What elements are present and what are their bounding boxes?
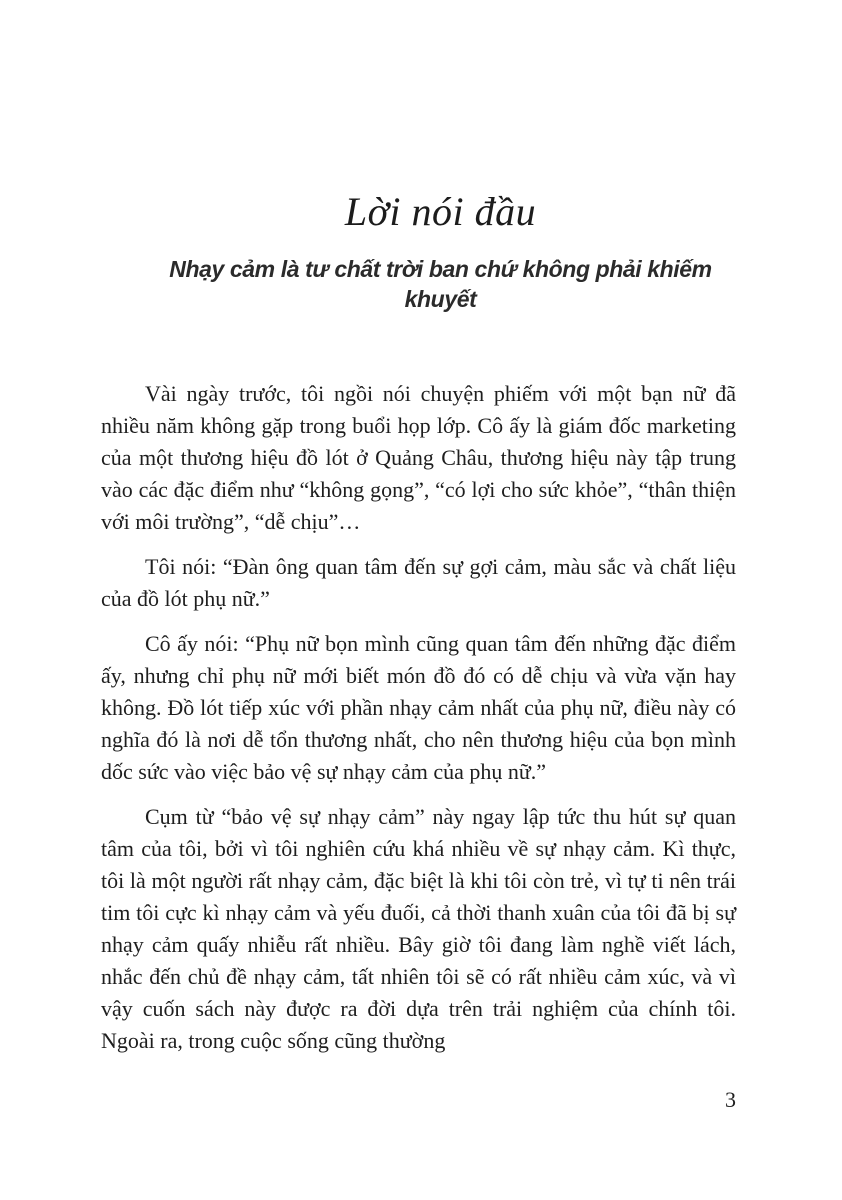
paragraph-2: Tôi nói: “Đàn ông quan tâm đến sự gợi cảm, màu sắc và chất liệu của đồ lót phụ nữ.” [101, 554, 736, 611]
paragraph-3: Cô ấy nói: “Phụ nữ bọn mình cũng quan tâm đến những đặc điểm ấy, nhưng chỉ phụ nữ mới biết món đồ đó có dễ chịu và vừa vặn hay không. Đồ lót tiếp xúc với phần nhạy cảm nhất của phụ nữ, điều này có nghĩa đó là nơi dễ tổn thương nhất, cho nên thương hiệu của bọn mình dốc sức vào việc bảo vệ sự nhạy cảm của phụ nữ.” [101, 631, 736, 784]
page-number: 3 [725, 1087, 736, 1112]
chapter-subtitle: Nhạy cảm là tư chất trời ban chứ không phải khiếm khuyết [169, 256, 712, 312]
chapter-title: Lời nói đầu [344, 189, 537, 234]
paragraph-1: Vài ngày trước, tôi ngồi nói chuyện phiếm với một bạn nữ đã nhiều năm không gặp trong buổi họp lớp. Cô ấy là giám đốc marketing của một thương hiệu đồ lót ở Quảng Châu, thương hiệu này tập trung vào các đặc điểm như “không gọng”, “có lợi cho sức khỏe”, “thân thiện với môi trường”, “dễ chịu”… [101, 381, 736, 534]
paragraph-4: Cụm từ “bảo vệ sự nhạy cảm” này ngay lập tức thu hút sự quan tâm của tôi, bởi vì tôi nghiên cứu khá nhiều về sự nhạy cảm. Kì thực, tôi là một người rất nhạy cảm, đặc biệt là khi tôi còn trẻ, vì tự ti nên trái tim tôi cực kì nhạy cảm và yếu đuối, cả thời thanh xuân của tôi đã bị sự nhạy cảm quấy nhiễu rất nhiều. Bây giờ tôi đang làm nghề viết lách, nhắc đến chủ đề nhạy cảm, tất nhiên tôi sẽ có rất nhiều cảm xúc, và vì vậy cuốn sách này được ra đời dựa trên trải nghiệm của chính tôi. Ngoài ra, trong cuộc sống cũng thường [101, 804, 736, 1053]
body-text [101, 378, 736, 1057]
